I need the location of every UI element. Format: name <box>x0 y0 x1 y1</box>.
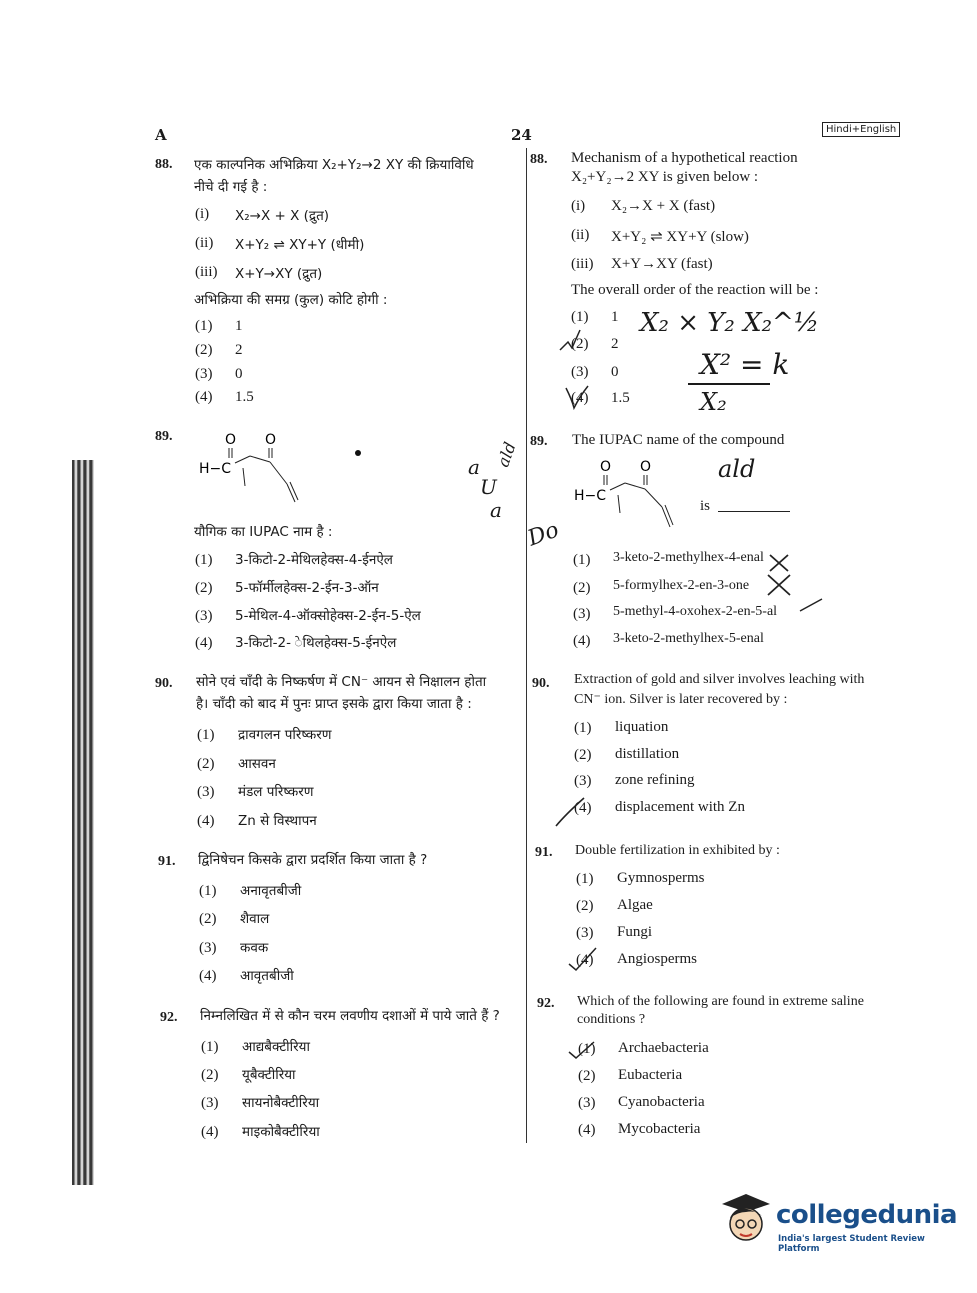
option-marker: (1) <box>195 552 213 568</box>
q89-en-text: The IUPAC name of the compound <box>572 432 785 448</box>
q88-hi-step: X₂→X + X (द्रुत) <box>235 208 330 224</box>
answer-tick-mark <box>552 792 592 832</box>
q89-number-hi: 89. <box>155 429 173 444</box>
q90-en-text-2: CN⁻ ion. Silver is later recovered by : <box>574 692 788 707</box>
q92-hi-option: सायनोबैक्टीरिया <box>242 1095 320 1111</box>
q92-en-option: Cyanobacteria <box>618 1094 705 1110</box>
option-marker: (3) <box>578 1095 596 1111</box>
q88-hi-option: 1 <box>235 318 243 334</box>
handwriting-do: Do <box>524 517 563 552</box>
q92-number-en: 92. <box>537 996 555 1011</box>
q91-en-option: Gymnosperms <box>617 870 705 886</box>
handwriting-letter: a <box>468 455 480 479</box>
option-marker: (3) <box>574 773 592 789</box>
scan-edge-strip <box>72 460 94 1185</box>
answer-blank-line <box>718 511 790 512</box>
option-marker: (1) <box>571 309 589 325</box>
page-number: 24 <box>511 126 532 144</box>
option-marker: (3) <box>195 366 213 382</box>
option-marker: (4) <box>201 1124 219 1140</box>
option-marker: (2) <box>195 342 213 358</box>
q88-en-step-marker: (iii) <box>571 256 594 272</box>
option-marker: (3) <box>197 784 215 800</box>
q90-number-hi: 90. <box>155 676 173 691</box>
option-marker: (1) <box>195 318 213 334</box>
q90-en-option: displacement with Zn <box>615 799 745 815</box>
handwriting-equation: X² = k <box>700 348 790 381</box>
q88-en-step-marker: (i) <box>571 198 586 214</box>
handwriting-ald: ald <box>493 439 520 470</box>
q88-hi-step-marker: (iii) <box>195 264 218 280</box>
q91-en-text: Double fertilization in exhibited by : <box>575 843 780 858</box>
q91-hi-option: अनावृतबीजी <box>240 883 302 899</box>
q90-hi-text-1: सोने एवं चाँदी के निष्कर्षण में CN⁻ आयन से निक्षालन होता <box>196 674 487 690</box>
option-marker: (2) <box>578 1068 596 1084</box>
q88-en-option: 1.5 <box>611 390 630 406</box>
q88-en-step: X₂→X + X (fast) <box>611 198 716 214</box>
q89-en-option: 3-keto-2-methylhex-5-enal <box>613 631 764 646</box>
option-marker: (4) <box>571 390 589 406</box>
svg-text:O: O <box>265 432 277 448</box>
handwriting-ald: ald <box>718 455 756 483</box>
logo-wordmark: collegedunia <box>776 1200 958 1230</box>
q88-hi-step: X+Y→XY (द्रुत) <box>235 266 323 282</box>
q88-en-option: 0 <box>611 364 619 380</box>
option-marker: (2) <box>574 747 592 763</box>
q88-hi-question: अभिक्रिया की समग्र (कुल) कोटि होगी : <box>194 292 388 308</box>
q92-en-text-2: conditions ? <box>577 1012 646 1027</box>
q90-hi-option: द्रावगलन परिष्करण <box>238 727 332 743</box>
option-marker: (3) <box>199 940 217 956</box>
q90-en-option: distillation <box>615 746 680 762</box>
q91-en-option: Algae <box>617 897 653 913</box>
option-marker: (4) <box>576 952 594 968</box>
q88-hi-text-2: नीचे दी गई है : <box>194 179 268 195</box>
collegedunia-logo <box>718 1190 958 1254</box>
q89-en-option: 5-formylhex-2-en-3-one <box>613 578 750 593</box>
q88-en-step: X+Y₂ ⇌ XY+Y (slow) <box>611 229 749 245</box>
q88-hi-option: 1.5 <box>235 389 254 405</box>
q88-en-text-1: Mechanism of a hypothetical reaction <box>571 150 798 166</box>
q91-number-hi: 91. <box>158 854 176 869</box>
answer-cross-marks <box>760 545 830 620</box>
answer-tick-mark <box>566 1036 606 1066</box>
q89-en-is: is <box>700 498 711 514</box>
svg-text:H−C: H−C <box>199 461 232 477</box>
handwriting-fraction-line <box>688 383 770 385</box>
svg-text:O: O <box>225 432 237 448</box>
option-marker: (2) <box>195 580 213 596</box>
option-marker: (4) <box>199 968 217 984</box>
q91-hi-option: कवक <box>240 940 269 956</box>
answer-tick-marks <box>550 300 620 420</box>
option-marker: (4) <box>573 633 591 649</box>
q88-en-step-marker: (ii) <box>571 227 590 243</box>
q92-hi-option: यूबैक्टीरिया <box>242 1067 296 1083</box>
language-tag: Hindi+English <box>822 122 900 137</box>
option-marker: (4) <box>195 389 213 405</box>
q90-en-option: liquation <box>615 719 669 735</box>
option-marker: (3) <box>573 606 591 622</box>
q88-hi-option: 2 <box>235 342 243 358</box>
q89-structure-en <box>572 455 722 535</box>
option-marker: (4) <box>197 813 215 829</box>
q88-en-text-2: X₂+Y₂→2 XY is given below : <box>571 169 759 185</box>
svg-text:O: O <box>600 459 612 475</box>
logo-tagline: India's largest Student Review Platform <box>778 1234 925 1254</box>
q91-number-en: 91. <box>535 845 553 860</box>
q89-hi-option: 3-किटो-2-मेथिलहेक्स-4-ईनऐल <box>235 552 393 568</box>
answer-tick-mark <box>566 944 606 974</box>
q90-en-text-1: Extraction of gold and silver involves leaching with <box>574 672 865 687</box>
q90-number-en: 90. <box>532 676 550 691</box>
q88-en-option: 2 <box>611 336 619 352</box>
option-marker: (3) <box>576 925 594 941</box>
q88-hi-text-1: एक काल्पनिक अभिक्रिया X₂+Y₂→2 XY की क्रियाविधि <box>194 157 474 173</box>
option-marker: (3) <box>571 364 589 380</box>
q92-en-option: Archaebacteria <box>618 1040 709 1056</box>
q90-en-option: zone refining <box>615 772 695 788</box>
q89-en-option: 3-keto-2-methylhex-4-enal <box>613 550 764 565</box>
option-marker: (2) <box>576 898 594 914</box>
handwriting-equation: X₂ × Y₂ X₂^½ <box>640 308 820 338</box>
q88-en-question: The overall order of the reaction will be : <box>571 282 819 298</box>
q89-number-en: 89. <box>530 434 548 449</box>
option-marker: (1) <box>199 883 217 899</box>
option-marker: (1) <box>574 720 592 736</box>
handwriting-letter: a <box>490 498 502 522</box>
q89-hi-option: 3-किटो-2- ेथिलहेक्स-5-ईनऐल <box>235 635 397 651</box>
option-marker: (4) <box>195 635 213 651</box>
q88-number-hi: 88. <box>155 157 173 172</box>
q90-hi-option: Zn से विस्थापन <box>238 813 317 829</box>
handwriting-equation: X₂ <box>700 388 727 416</box>
option-marker: (1) <box>573 552 591 568</box>
svg-text:H−C: H−C <box>574 488 607 504</box>
q89-hi-option: 5-मेथिल-4-ऑक्सोहेक्स-2-ईन-5-ऐल <box>235 608 421 624</box>
option-marker: (3) <box>195 608 213 624</box>
q90-hi-text-2: है। चाँदी को बाद में पुनः प्राप्त इसके द्वारा किया जाता है : <box>196 696 472 712</box>
q90-hi-option: मंडल परिष्करण <box>238 784 314 800</box>
q91-hi-option: शैवाल <box>240 911 270 927</box>
q89-en-option: 5-methyl-4-oxohex-2-en-5-al <box>613 604 778 619</box>
option-marker: (2) <box>571 336 589 352</box>
option-marker: (2) <box>201 1067 219 1083</box>
q90-hi-option: आसवन <box>238 756 276 772</box>
svg-text:O: O <box>640 459 652 475</box>
option-marker: (4) <box>574 800 592 816</box>
q88-hi-step-marker: (ii) <box>195 235 214 251</box>
option-marker: (4) <box>578 1122 596 1138</box>
q88-number-en: 88. <box>530 152 548 167</box>
option-marker: (3) <box>201 1095 219 1111</box>
q88-hi-step: X+Y₂ ⇌ XY+Y (धीमी) <box>235 237 365 253</box>
q91-en-option: Angiosperms <box>617 951 697 967</box>
option-marker: (2) <box>197 756 215 772</box>
q92-number-hi: 92. <box>160 1010 178 1025</box>
handwriting-letter: U <box>480 475 497 499</box>
set-label: A <box>155 126 167 144</box>
q92-hi-option: माइकोबैक्टीरिया <box>242 1124 320 1140</box>
option-marker: (2) <box>199 911 217 927</box>
q92-en-option: Mycobacteria <box>618 1121 701 1137</box>
q92-en-text-1: Which of the following are found in extreme saline <box>577 994 864 1009</box>
q92-hi-text: निम्नलिखित में से कौन चरम लवणीय दशाओं में पाये जाते हैं ? <box>200 1008 500 1024</box>
option-marker: (2) <box>573 580 591 596</box>
q92-hi-option: आद्यबैक्टीरिया <box>242 1039 311 1055</box>
q91-en-option: Fungi <box>617 924 653 940</box>
q89-structure-hi <box>195 428 315 508</box>
column-divider <box>526 148 527 1143</box>
q89-hi-option: 5-फॉर्मीलहेक्स-2-ईन-3-ऑन <box>235 580 379 596</box>
option-marker: (1) <box>578 1041 596 1057</box>
q92-en-option: Eubacteria <box>618 1067 683 1083</box>
q88-en-option: 1 <box>611 309 619 325</box>
q91-hi-text: द्विनिषेचन किसके द्वारा प्रदर्शित किया जाता है ? <box>198 852 428 868</box>
logo-mascot-icon <box>718 1190 774 1250</box>
q88-en-step: X+Y→XY (fast) <box>611 256 713 272</box>
q88-hi-step-marker: (i) <box>195 206 210 222</box>
q88-hi-option: 0 <box>235 366 243 382</box>
ink-dot <box>355 450 361 456</box>
option-marker: (1) <box>197 727 215 743</box>
q89-hi-question: यौगिक का IUPAC नाम है : <box>194 524 333 540</box>
option-marker: (1) <box>201 1039 219 1055</box>
q91-hi-option: आवृतबीजी <box>240 968 294 984</box>
option-marker: (1) <box>576 871 594 887</box>
